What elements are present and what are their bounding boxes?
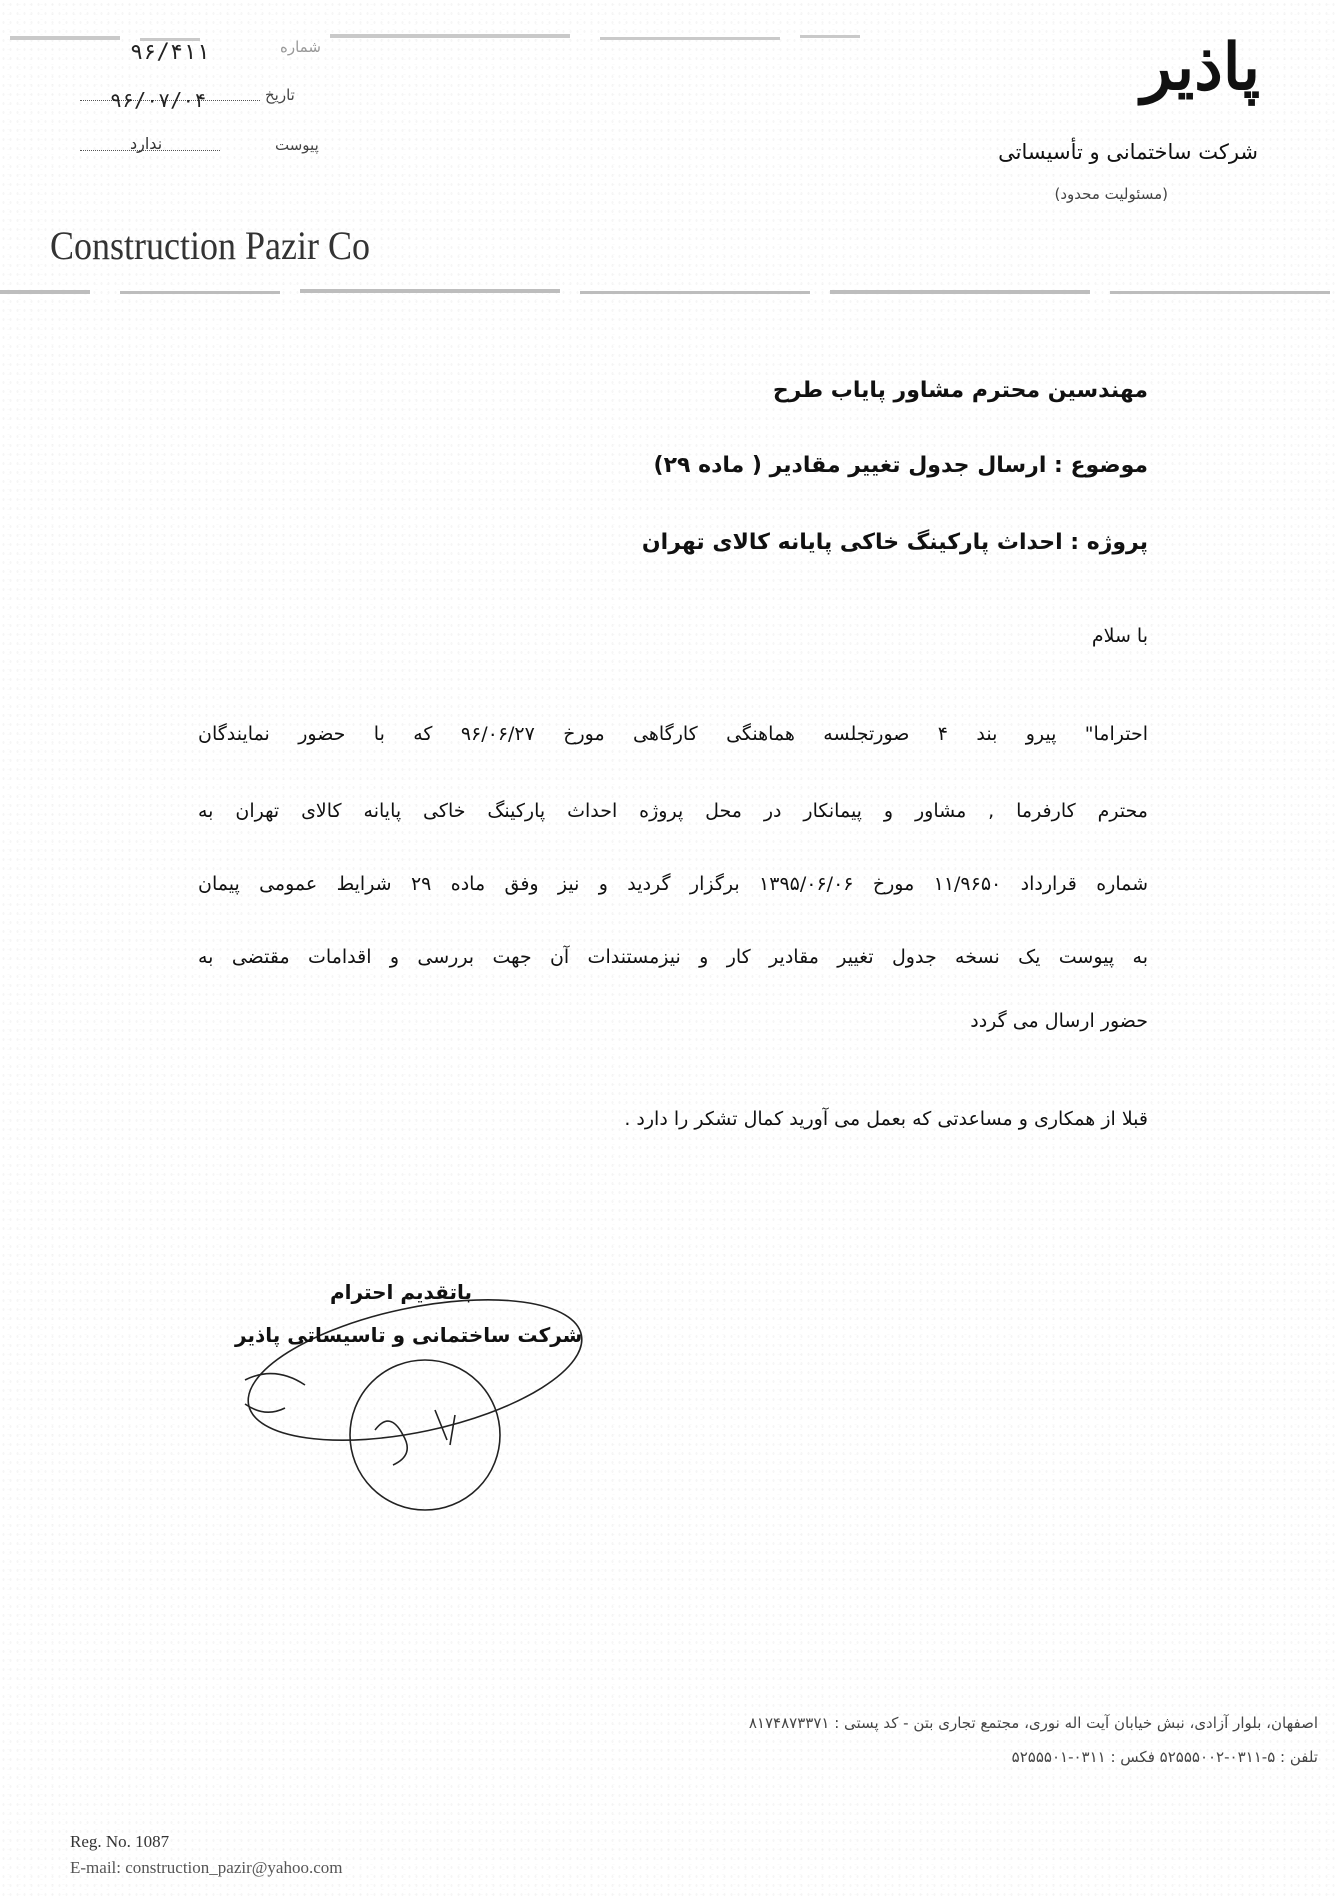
company-logo: پاذیر [1141, 30, 1260, 105]
body-line: شماره قرارداد ۱۱/۹۶۵۰ مورخ ۱۳۹۵/۰۶/۰۶ برگزار گردید و نیز وفق ماده ۲۹ شرایط عمومی پیمان [198, 873, 1149, 895]
reference-block [80, 38, 340, 168]
closing-line: قبلا از همکاری و مساعدتی که بعمل می آورید کمال تشکر را دارد . [624, 1108, 1148, 1130]
body-line: احتراما" پیرو بند ۴ صورتجلسه هماهنگی کارگاهی مورخ ۹۶/۰۶/۲۷ که با حضور نمایندگان [198, 723, 1148, 745]
signature-stroke [245, 1374, 305, 1413]
company-name-en: Construction Pazir Co [50, 223, 370, 268]
letter-number: ۹۶/۴۱۱ [130, 40, 210, 65]
stamp-mark [375, 1421, 407, 1465]
footer-address: اصفهان، بلوار آزادی، نبش خیابان آیت اله نوری، مجتمع تجاری بتن - کد پستی : ۸۱۷۴۸۷۳۳۷۱ [748, 1714, 1318, 1732]
company-name-fa: شرکت ساختمانی و تأسیساتی [998, 140, 1258, 164]
signature-company: شرکت ساختمانی و تاسیساتی پاذیر [235, 1323, 583, 1347]
body-line: محترم کارفرما , مشاور و پیمانکار در محل پروژه احداث پارکینگ خاکی پایانه کالای تهران به [198, 800, 1148, 822]
signature-regards: باتقدیم احترام [330, 1280, 473, 1304]
attachment-value: ندارد [130, 134, 163, 153]
stamp-circle [350, 1360, 500, 1510]
company-liability: (مسئولیت محدود) [1054, 185, 1168, 203]
project: پروژه : احداث پارکینگ خاکی پایانه کالای تهران [641, 530, 1148, 555]
body-line: به پیوست یک نسخه جدول تغییر مقادیر کار و نیزمستندات آن جهت بررسی و اقدامات مقتضی به [198, 946, 1148, 968]
attachment-label: پیوست [275, 136, 319, 154]
registration-number: Reg. No. 1087 [70, 1832, 170, 1851]
body-line: حضور ارسال می گردد [970, 1010, 1148, 1032]
greeting: با سلام [1091, 625, 1148, 647]
date-label: تاریخ [265, 86, 295, 104]
recipient: مهندسین محترم مشاور پایاب طرح [772, 378, 1148, 403]
number-label: شماره [280, 38, 321, 56]
letter-date: ۹۶/۰۷/۰۴ [110, 88, 207, 112]
subject: موضوع : ارسال جدول تغییر مقادیر ( ماده ۲۹) [653, 453, 1148, 478]
footer-email: E-mail: construction_pazir@yahoo.com [70, 1858, 343, 1877]
faint-separator-texture [0, 286, 1338, 300]
faint-separator-band [0, 285, 1338, 299]
footer-phone-fax: تلفن : ۵-۰۳۱۱-۵۲۵۵۵۰۰۲ فکس : ۰۳۱۱-۵۲۵۵۵۰۱ [1011, 1748, 1318, 1766]
